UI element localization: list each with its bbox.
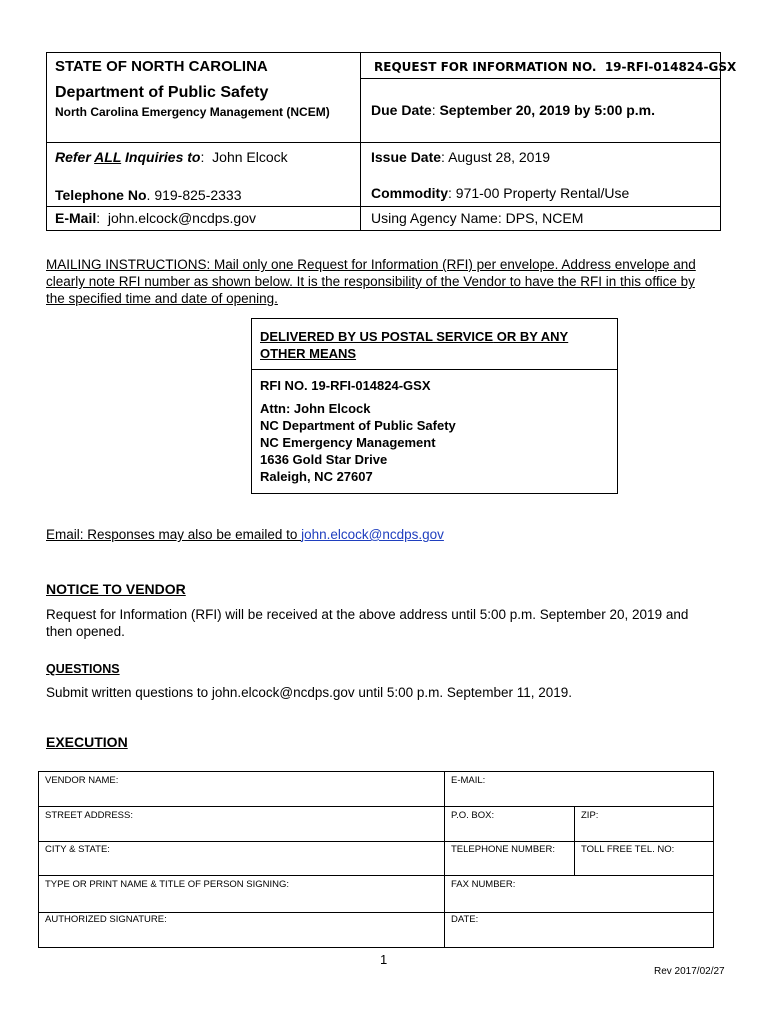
city-state-field[interactable]: CITY & STATE: bbox=[45, 844, 110, 855]
zip-field[interactable]: ZIP: bbox=[581, 810, 599, 821]
delivery-rfi-number: RFI NO. 19-RFI-014824-GSX bbox=[260, 378, 431, 393]
department-title: Department of Public Safety bbox=[55, 84, 269, 101]
execution-heading: EXECUTION bbox=[46, 734, 128, 750]
refer-label-tail: Inquiries to bbox=[121, 149, 201, 165]
mailing-line: the specified time and date of opening. bbox=[46, 291, 278, 306]
table-divider bbox=[444, 772, 445, 947]
commodity-value: 971-00 Property Rental/Use bbox=[455, 185, 630, 201]
rfi-label: REQUEST FOR INFORMATION NO. bbox=[374, 60, 597, 74]
date-field[interactable]: DATE: bbox=[451, 914, 479, 925]
po-box-field[interactable]: P.O. BOX: bbox=[451, 810, 495, 821]
delivery-heading-b: OR BY ANY bbox=[493, 329, 569, 344]
rfi-number-heading bbox=[374, 60, 736, 74]
contact-name: John Elcock bbox=[212, 149, 288, 165]
address-city: Raleigh, NC 27607 bbox=[260, 469, 373, 484]
telephone: Telephone No. 919-825-2333 bbox=[55, 187, 242, 203]
email: E-Mail: john.elcock@ncdps.gov bbox=[55, 210, 256, 226]
notice-line: Request for Information (RFI) will be received at the above address until 5:00 p.m. September 20, 2019 and bbox=[46, 607, 689, 622]
execution-table bbox=[38, 771, 714, 948]
mailing-instructions bbox=[46, 256, 736, 307]
telephone-field[interactable]: TELEPHONE NUMBER: bbox=[451, 844, 555, 855]
email-responses bbox=[46, 526, 444, 543]
refer-label: Refer bbox=[55, 149, 95, 165]
signature-field[interactable]: AUTHORIZED SIGNATURE: bbox=[45, 914, 167, 925]
due-date-label: Due Date bbox=[371, 102, 432, 118]
street-address-field[interactable]: STREET ADDRESS: bbox=[45, 810, 133, 821]
rfi-number: 19-RFI-014824-GSX bbox=[604, 60, 737, 74]
toll-free-field[interactable]: TOLL FREE TEL. NO: bbox=[581, 844, 675, 855]
mailing-line: clearly note RFI number as shown below. It is the responsibility of the Vendor to have the RFI in this office by bbox=[46, 274, 695, 289]
revision-label: Rev 2017/02/27 bbox=[654, 966, 725, 977]
address-org: NC Department of Public Safety bbox=[260, 418, 456, 433]
email-label: E-Mail bbox=[55, 210, 97, 226]
delivery-heading-c: OTHER MEANS bbox=[260, 346, 357, 361]
notice-heading: NOTICE TO VENDOR bbox=[46, 581, 186, 597]
questions-heading: QUESTIONS bbox=[46, 662, 120, 676]
due-date: Due Date: September 20, 2019 by 5:00 p.m. bbox=[371, 102, 656, 118]
issue-date-value: August 28, 2019 bbox=[448, 149, 551, 165]
due-date-value: September 20, 2019 by 5:00 p.m. bbox=[439, 102, 656, 118]
vendor-name-field[interactable]: VENDOR NAME: bbox=[45, 775, 119, 786]
commodity: Commodity: 971-00 Property Rental/Use bbox=[371, 185, 630, 201]
delivery-address bbox=[260, 400, 456, 485]
address-street: 1636 Gold Star Drive bbox=[260, 452, 388, 467]
table-divider bbox=[574, 806, 575, 875]
commodity-label: Commodity bbox=[371, 185, 448, 201]
email-link[interactable]: john.elcock@ncdps.gov bbox=[301, 527, 444, 542]
refer-all: ALL bbox=[94, 149, 122, 165]
table-rule bbox=[39, 806, 713, 807]
signer-name-field[interactable]: TYPE OR PRINT NAME & TITLE OF PERSON SIGNING: bbox=[45, 879, 290, 890]
table-rule bbox=[39, 912, 713, 913]
state-title: STATE OF NORTH CAROLINA bbox=[55, 58, 268, 75]
page-number: 1 bbox=[380, 952, 388, 967]
issue-date: Issue Date: August 28, 2019 bbox=[371, 149, 551, 165]
notice-line: then opened. bbox=[46, 624, 125, 639]
table-rule bbox=[39, 841, 713, 842]
refer-inquiries: Refer ALL Inquiries to: John Elcock bbox=[55, 149, 288, 165]
fax-field[interactable]: FAX NUMBER: bbox=[451, 879, 516, 890]
header-rule bbox=[47, 142, 720, 143]
header-table bbox=[46, 52, 737, 231]
questions-text: Submit written questions to john.elcock@ncdps.gov until 5:00 p.m. September 11, 2019. bbox=[46, 685, 572, 700]
table-rule bbox=[39, 875, 713, 876]
address-org: NC Emergency Management bbox=[260, 435, 436, 450]
telephone-label: Telephone No bbox=[55, 187, 147, 203]
telephone-value: 919-825-2333 bbox=[154, 187, 242, 203]
header-rule bbox=[47, 206, 720, 207]
delivery-heading-a: DELIVERED BY US POSTAL SERVICE bbox=[260, 329, 494, 344]
delivery-divider bbox=[252, 369, 617, 370]
email-responses-text: Email: Responses may also be emailed to bbox=[46, 527, 302, 542]
delivery-heading bbox=[260, 328, 568, 362]
notice-text bbox=[46, 606, 736, 640]
email-field[interactable]: E-MAIL: bbox=[451, 775, 486, 786]
email-value: john.elcock@ncdps.gov bbox=[107, 210, 256, 226]
address-attn: Attn: John Elcock bbox=[260, 401, 371, 416]
header-rule bbox=[360, 78, 720, 79]
agency-title: North Carolina Emergency Management (NCEM) bbox=[55, 105, 330, 119]
mailing-line: MAILING INSTRUCTIONS: Mail only one Request for Information (RFI) per envelope. Address envelope and bbox=[46, 257, 696, 272]
issue-date-label: Issue Date bbox=[371, 149, 442, 165]
delivery-address-box bbox=[251, 318, 618, 494]
agency-name: Using Agency Name: DPS, NCEM bbox=[371, 210, 584, 226]
